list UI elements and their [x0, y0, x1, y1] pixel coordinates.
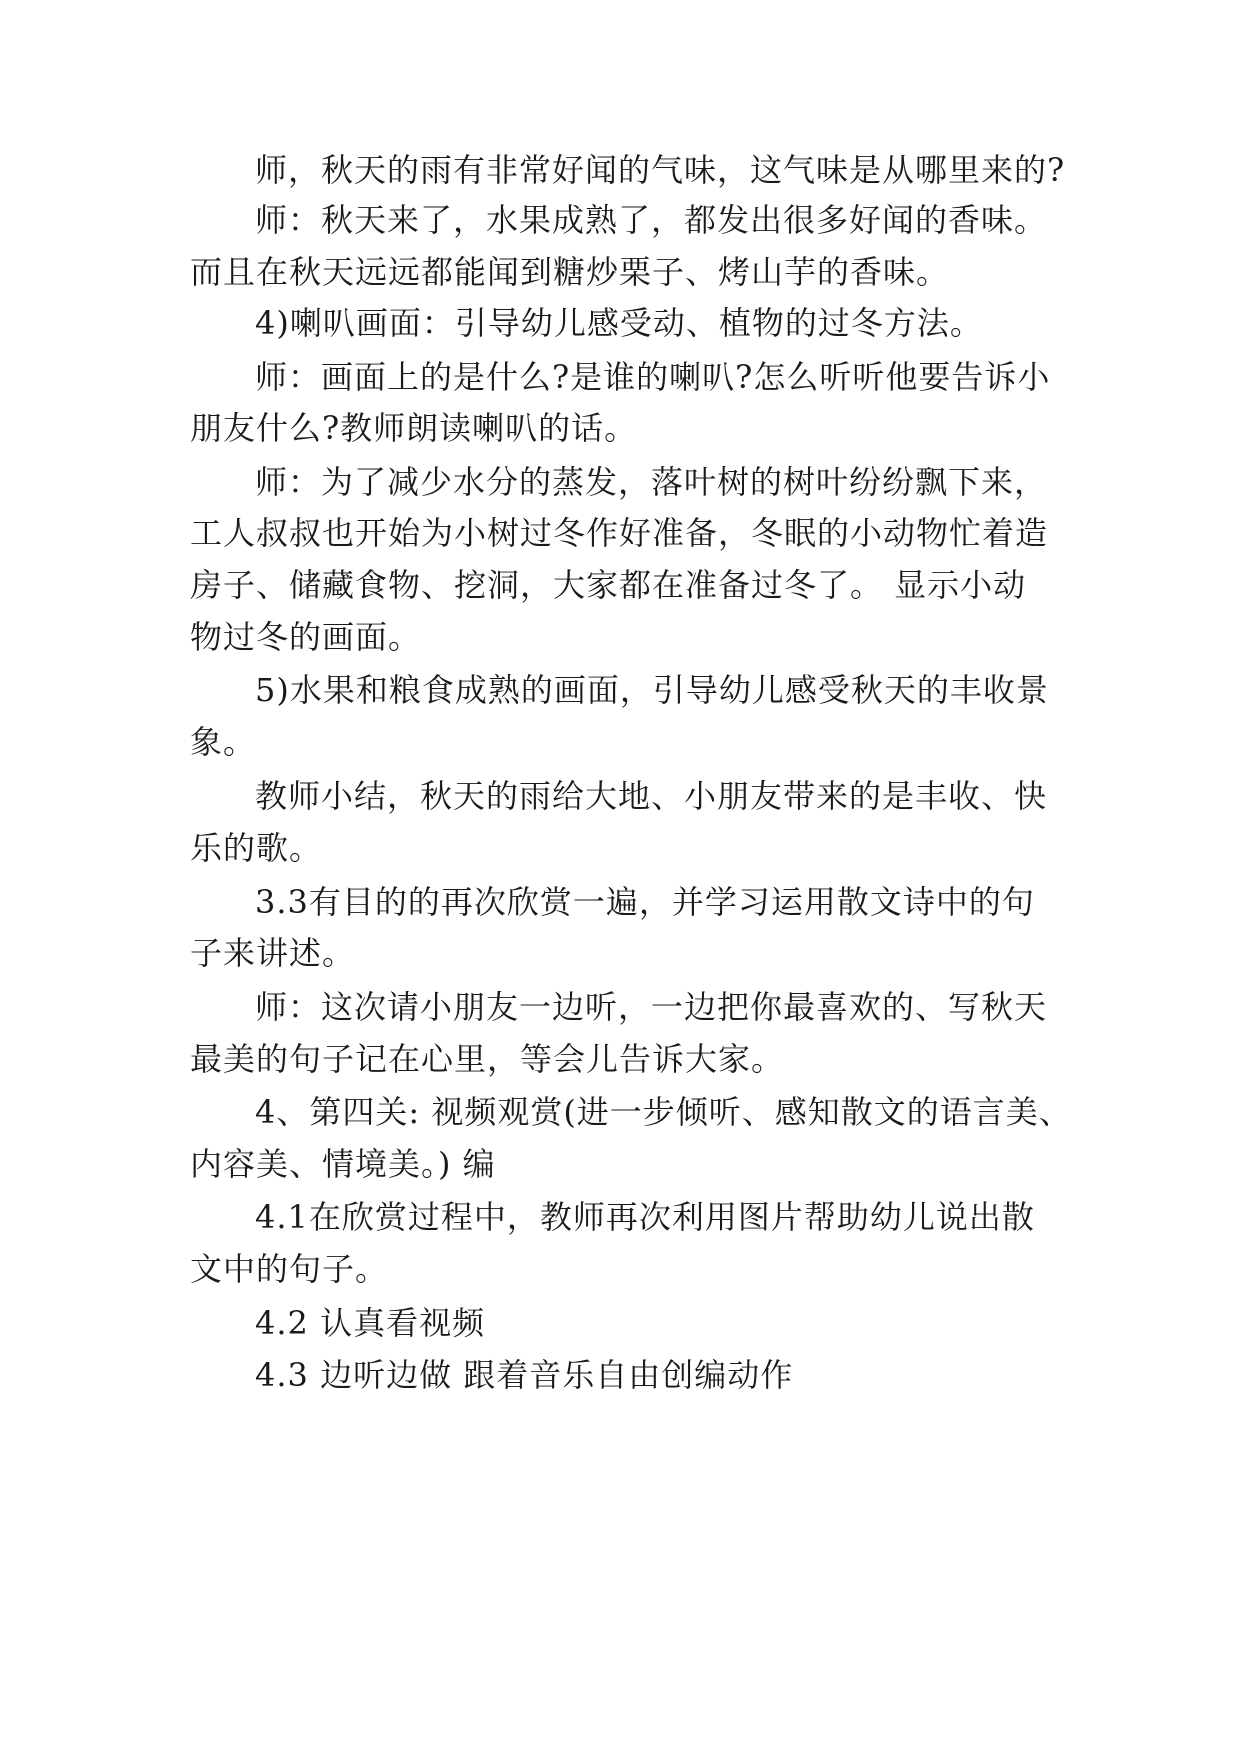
text-line: 乐的歌。: [190, 829, 323, 867]
text-line: 4.1在欣赏过程中，教师再次利用图片帮助幼儿说出散: [255, 1198, 1035, 1236]
text-line: 4.3 边听边做 跟着音乐自由创编动作: [255, 1356, 794, 1394]
text-line: 4.2 认真看视频: [255, 1304, 486, 1342]
text-line: 象。: [190, 723, 257, 761]
text-line: 4、第四关: 视频观赏(进一步倾听、感知散文的语言美、: [255, 1093, 1072, 1131]
text-line: 房子、储藏食物、挖洞，大家都在准备过冬了。 显示小动: [190, 566, 1027, 604]
text-line: 师：这次请小朋友一边听，一边把你最喜欢的、写秋天: [255, 988, 1048, 1026]
text-line: 师，秋天的雨有非常好闻的气味，这气味是从哪里来的?: [255, 151, 1066, 189]
text-line: 工人叔叔也开始为小树过冬作好准备，冬眠的小动物忙着造: [190, 514, 1049, 552]
text-line: 而且在秋天远远都能闻到糖炒栗子、烤山芋的香味。: [190, 253, 950, 291]
text-line: 教师小结，秋天的雨给大地、小朋友带来的是丰收、快: [255, 777, 1048, 815]
text-line: 朋友什么?教师朗读喇叭的话。: [190, 409, 638, 447]
text-line: 物过冬的画面。: [190, 618, 422, 656]
text-line: 4)喇叭画面：引导幼儿感受动、植物的过冬方法。: [255, 304, 983, 342]
text-line: 师：秋天来了，水果成熟了，都发出很多好闻的香味。: [255, 201, 1048, 239]
text-line: 内容美、情境美。) 编: [190, 1145, 496, 1183]
text-line: 师：为了减少水分的蒸发，落叶树的树叶纷纷飘下来，: [255, 463, 1048, 501]
text-line: 最美的句子记在心里，等会儿告诉大家。: [190, 1040, 785, 1078]
text-line: 子来讲述。: [190, 934, 356, 972]
text-line: 3.3有目的的再次欣赏一遍，并学习运用散文诗中的句: [255, 883, 1035, 921]
text-line: 师：画面上的是什么?是谁的喇叭?怎么听听他要告诉小: [255, 358, 1051, 396]
text-line: 文中的句子。: [190, 1250, 389, 1288]
text-line: 5)水果和粮食成熟的画面，引导幼儿感受秋天的丰收景: [255, 671, 1049, 709]
